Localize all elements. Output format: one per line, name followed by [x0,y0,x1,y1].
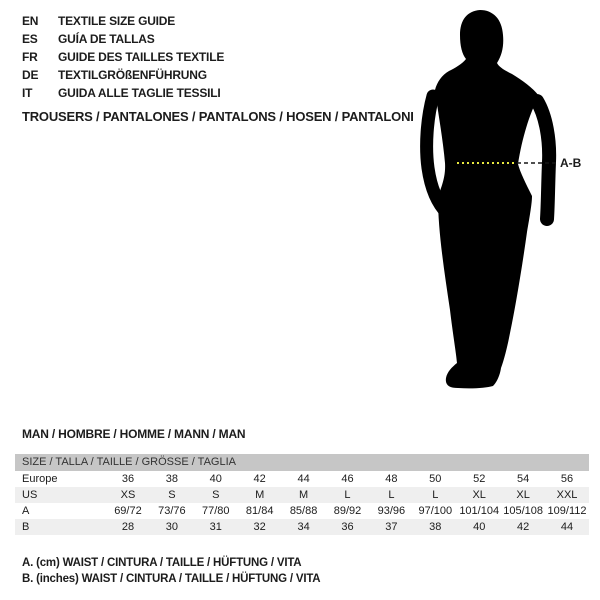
table-cell: 97/100 [418,505,453,517]
table-cell: 69/72 [114,505,142,517]
section-title: MAN / HOMBRE / HOMME / MANN / MAN [22,427,246,441]
language-label: GUIDA ALLE TAGLIE TESSILI [58,86,221,100]
table-cell: 40 [209,473,222,485]
table-cell: 73/76 [158,505,186,517]
table-cell: 44 [560,521,574,533]
language-code: ES [22,32,38,46]
size-table-header: SIZE / TALLA / TAILLE / GRÖSSE / TAGLIA [15,454,589,471]
language-code: EN [22,14,39,28]
table-cell: 56 [560,473,574,485]
language-row [22,30,224,48]
table-cell: XXL [556,489,578,501]
size-table-body [15,471,589,535]
man-silhouette [400,0,600,400]
language-row [22,84,224,102]
measure-label: A-B [560,156,582,170]
table-row [15,503,589,519]
body-shape [435,10,539,388]
table-cell: 105/108 [503,505,543,517]
table-cell: 46 [341,473,354,485]
table-cell: 30 [165,521,178,533]
table-cell: XL [516,489,530,501]
table-cell: 89/92 [333,505,362,517]
table-row-label: US [22,489,38,501]
language-row [22,48,224,66]
table-cell: 37 [385,521,398,533]
language-label: GUIDE DES TAILLES TEXTILE [58,50,225,64]
language-label: GUÍA DE TALLAS [58,32,155,46]
language-label: TEXTILE SIZE GUIDE [58,14,176,28]
table-cell: 40 [473,521,486,533]
table-cell: 54 [516,473,530,485]
table-cell: 93/96 [377,505,406,517]
size-table [15,454,589,535]
table-cell: M [298,489,309,501]
garment-title: TROUSERS / PANTALONES / PANTALONS / HOSEN / PANTALONI [22,109,414,124]
table-cell: 32 [253,521,266,533]
table-row-label: Europe [22,473,58,485]
table-cell: S [168,489,176,501]
table-row [15,471,589,487]
language-row [22,66,224,84]
table-cell: 42 [516,521,530,533]
table-cell: XL [472,489,486,501]
footnotes [22,555,320,587]
table-cell: L [344,489,351,501]
language-list [22,12,224,102]
table-cell: 34 [297,521,310,533]
table-cell: 36 [341,521,354,533]
language-code: DE [22,68,39,82]
table-cell: 28 [121,521,135,533]
footnote-b: B. (inches) WAIST / CINTURA / TAILLE / HÜFTUNG / VITA [22,573,321,585]
table-cell: 52 [473,473,486,485]
footnote-a: A. (cm) WAIST / CINTURA / TAILLE / HÜFTUNG / VITA [22,557,302,569]
right-arm-shape [537,101,549,219]
table-cell: 85/88 [289,505,318,517]
table-row-label: A [22,505,30,517]
table-cell: 44 [297,473,310,485]
language-code: IT [22,86,33,100]
table-cell: 101/104 [459,505,500,517]
table-cell: 38 [429,521,442,533]
table-cell: 109/112 [547,505,587,517]
language-label: TEXTILGRÖßENFÜHRUNG [58,68,207,82]
language-code: FR [22,50,38,64]
table-cell: 50 [429,473,442,485]
table-cell: 38 [165,473,178,485]
table-cell: M [255,489,265,501]
table-cell: 31 [209,521,222,533]
table-cell: 42 [253,473,266,485]
table-cell: L [432,489,439,501]
table-cell: S [212,489,220,501]
table-cell: XS [120,489,136,501]
language-row [22,12,224,30]
table-cell: 48 [385,473,398,485]
table-row-label: B [22,521,30,533]
table-cell: L [388,489,395,501]
table-cell: 36 [121,473,135,485]
man-silhouette-svg [400,0,600,400]
table-row [15,487,589,503]
table-cell: 81/84 [245,505,274,517]
table-cell: 77/80 [202,505,230,517]
table-row [15,519,589,535]
